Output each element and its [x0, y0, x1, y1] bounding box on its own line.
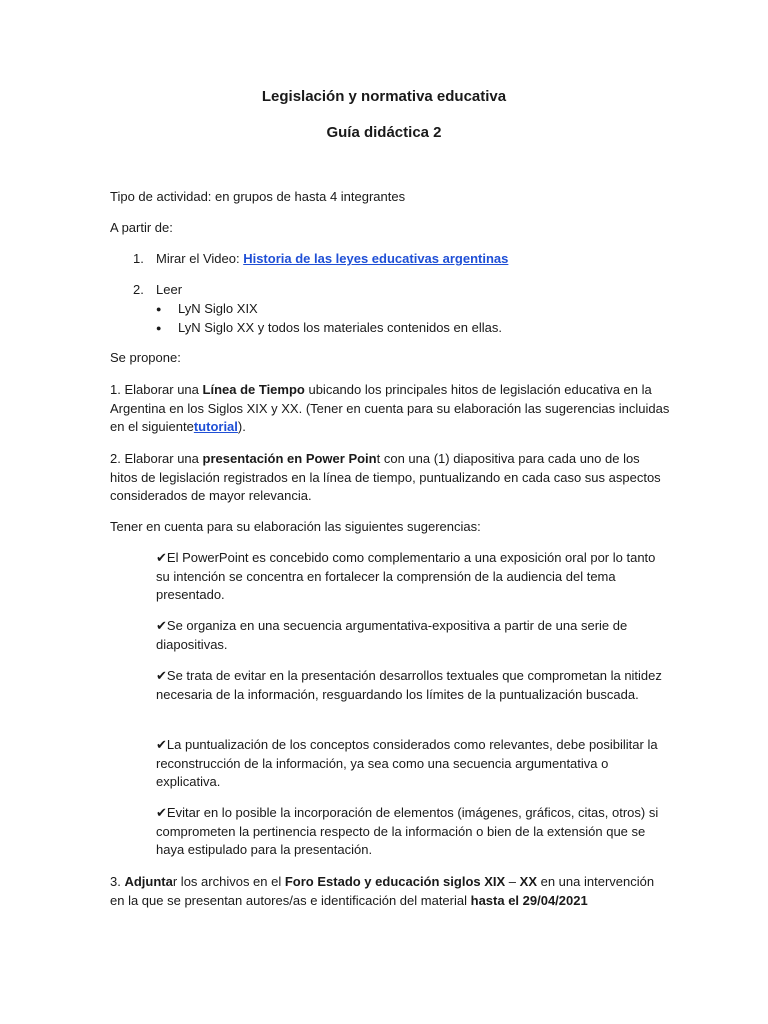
document-title: Legislación y normativa educativa: [261, 88, 507, 105]
task-2-bold: presentación en Power Poin: [202, 451, 377, 466]
task-3: [110, 873, 670, 910]
task-3-deadline: hasta el 29/04/2021: [470, 892, 588, 908]
suggestion-item: ✔Se organiza en una secuencia argumentativa-expositiva a partir de una serie de diapositivas.: [156, 618, 628, 652]
task-1-pre: 1. Elaborar una: [110, 382, 203, 397]
task-1: [110, 381, 670, 437]
step-2-text: Leer: [156, 282, 183, 297]
suggestion-item: ✔Se trata de evitar en la presentación desarrollos textuales que comprometan la nitidez necesaria de la información, resguardando los límites de la puntualización buscada.: [156, 668, 662, 702]
task-3-bold-3: XX: [519, 874, 537, 889]
proposes-label: Se propone:: [110, 350, 181, 365]
document-subtitle: Guía didáctica 2: [326, 124, 442, 141]
suggestion-item: ✔Evitar en lo posible la incorporación de elementos (imágenes, gráficos, citas, otros) si comprometen la pertinencia respecto de la información o bien de la extensión que se haya estipulado para la presentación.: [156, 805, 659, 857]
task-3-dash: –: [505, 874, 520, 889]
task-2: [110, 450, 670, 506]
suggestion-item: ✔La puntualización de los conceptos considerados como relevantes, debe posibilitar la reconstrucción de la información, ya sea como una secuencia argumentativa o explicativa.: [156, 737, 658, 789]
task-2-post: t con una (1) diapositiva para cada uno de los hitos de legislación registrados en la línea de tiempo, puntualizando en cada caso sus aspectos considerados de mayor relevancia.: [110, 451, 661, 503]
task-1-mid: ubicando los principales hitos de legislación educativa en la Argentina en los Siglos XIX y XX. (Tener en cuenta para su elaboración las sugerencias incluidas en el siguiente: [110, 382, 670, 434]
video-link[interactable]: Historia de las leyes educativas argentinas: [243, 251, 509, 266]
task-2-pre: 2. Elaborar una: [110, 451, 203, 466]
bullet-icon: ●: [156, 304, 162, 314]
task-3-forum: Foro Estado y educación siglos XIX: [284, 874, 506, 889]
activity-type: Tipo de actividad: en grupos de hasta 4 integrantes: [110, 189, 406, 204]
step-1: [156, 250, 666, 269]
task-1-bold: Línea de Tiempo: [202, 382, 305, 397]
task-3-text-3: en una intervención en la que se presentan autores/as e identificación del material: [110, 874, 655, 908]
tutorial-link[interactable]: tutorial: [193, 419, 238, 434]
suggestions-intro: Tener en cuenta para su elaboración las siguientes sugerencias:: [110, 519, 481, 534]
step-1-text: Mirar el Video:: [156, 251, 244, 266]
task-3-text-1: r los archivos en el: [172, 874, 285, 889]
suggestion-item: ✔El PowerPoint es concebido como complementario a una exposición oral por lo tanto su intención se concentra en fortalecer la comprensión de la audiencia del tema presentado.: [156, 550, 656, 602]
task-3-number: 3.: [110, 874, 125, 889]
read-item: LyN Siglo XIX: [178, 301, 258, 316]
task-3-bold-1: Adjunta: [124, 874, 173, 889]
step-2-number: 2.: [133, 282, 144, 297]
step-1-number: 1.: [133, 251, 144, 266]
read-item: LyN Siglo XX y todos los materiales contenidos en ellas.: [178, 320, 502, 335]
task-1-post: ).: [237, 419, 246, 434]
bullet-icon: ●: [156, 323, 162, 333]
from-label: A partir de:: [110, 220, 173, 235]
